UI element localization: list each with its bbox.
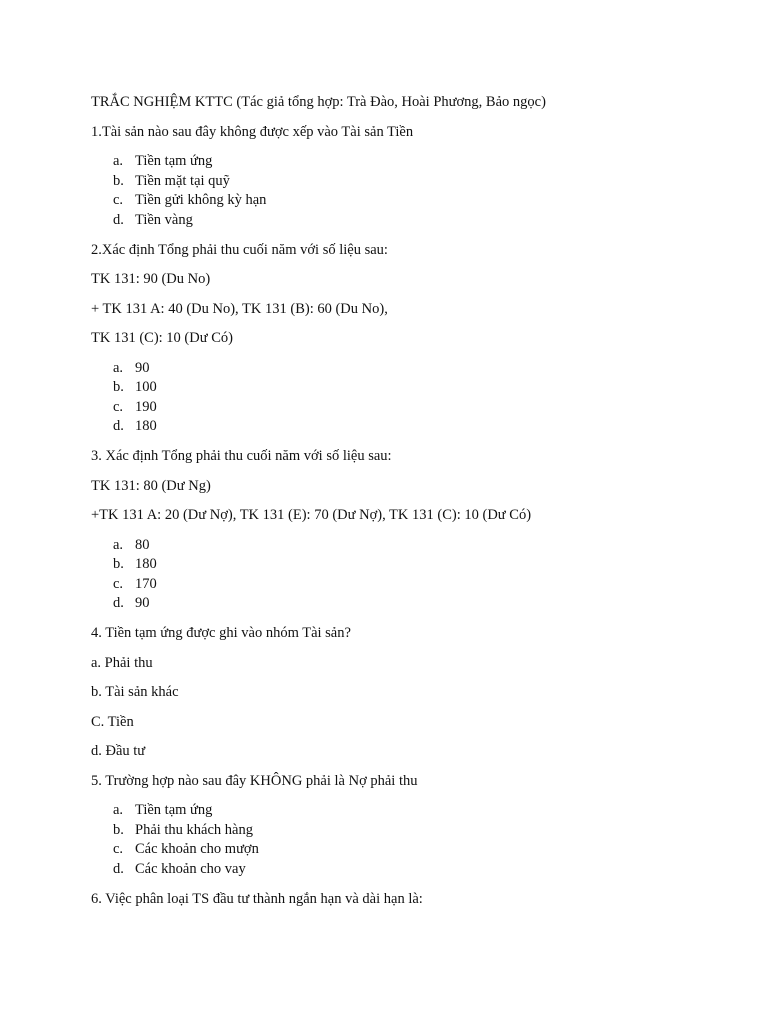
question-2-option-d [91, 417, 731, 437]
option-text: Tiền gửi không kỳ hạn [135, 192, 267, 208]
document-title: TRẮC NGHIỆM KTTC (Tác giả tổng hợp: Trà Đào, Hoài Phương, Bảo ngọc) [91, 94, 546, 110]
question-3-option-c [91, 575, 731, 595]
option-marker: c. [113, 192, 124, 208]
question-3-data-line: +TK 131 A: 20 (Dư Nợ), TK 131 (E): 70 (Dư Nợ), TK 131 (C): 10 (Dư Có) [91, 507, 532, 523]
option-text: Các khoản cho vay [135, 860, 246, 877]
option-marker: a. [113, 153, 124, 169]
question-3-option-b [91, 555, 731, 575]
question-5-option-a [91, 801, 731, 821]
option-marker: c. [113, 841, 124, 857]
question-3-data-line: TK 131: 80 (Dư Ng) [91, 477, 211, 494]
document-body [91, 93, 731, 919]
option-marker: c. [113, 398, 124, 415]
question-5-options [91, 801, 731, 879]
question-2-data-line: TK 131 (C): 10 (Dư Có) [91, 330, 233, 346]
option-marker: d. [113, 211, 124, 228]
question-2-text: 2.Xác định Tổng phải thu cuối năm với số liệu sau: [91, 241, 388, 258]
question-4-answer-c: C. Tiền [91, 713, 134, 730]
option-marker: a. [113, 536, 124, 553]
question-2-option-c [91, 398, 731, 418]
option-marker: d. [113, 418, 124, 434]
option-marker: d. [113, 860, 124, 877]
question-4-answer-b: b. Tài sản khác [91, 684, 179, 700]
question-4-answer-a: a. Phải thu [91, 654, 153, 671]
option-marker: b. [113, 379, 124, 395]
question-1-options [91, 152, 731, 230]
question-2-options [91, 359, 731, 437]
option-text: 80 [135, 536, 150, 553]
question-4-answer-d: d. Đầu tư [91, 743, 146, 759]
question-1-option-d [91, 211, 731, 231]
option-text: 170 [135, 575, 157, 592]
question-1-option-b [91, 172, 731, 192]
option-text: 100 [135, 379, 157, 395]
option-text: 90 [135, 359, 150, 376]
question-3-text: 3. Xác định Tổng phải thu cuối năm với số liệu sau: [91, 448, 392, 464]
question-2-option-a [91, 359, 731, 379]
question-5-text: 5. Trường hợp nào sau đây KHÔNG phải là Nợ phải thu [91, 772, 418, 789]
option-text: Tiền tạm ứng [135, 153, 213, 169]
question-2-data-line: TK 131: 90 (Du No) [91, 271, 211, 287]
question-3-option-a [91, 536, 731, 556]
option-marker: a. [113, 802, 124, 818]
question-1-text: 1.Tài sản nào sau đây không được xếp vào Tài sản Tiền [91, 123, 414, 140]
option-marker: a. [113, 359, 124, 376]
question-4-text: 4. Tiền tạm ứng được ghi vào nhóm Tài sản? [91, 625, 351, 641]
option-text: 190 [135, 398, 157, 415]
option-text: 180 [135, 556, 157, 572]
question-2-option-b [91, 378, 731, 398]
option-text: 180 [135, 418, 157, 434]
question-2-data-line: + TK 131 A: 40 (Du No), TK 131 (B): 60 (Du No), [91, 300, 388, 317]
question-3-option-d [91, 594, 731, 614]
option-text: Phải thu khách hàng [135, 821, 253, 838]
option-text: 90 [135, 595, 150, 611]
option-marker: d. [113, 595, 124, 611]
question-6-text: 6. Việc phân loại TS đầu tư thành ngắn hạn và dài hạn là: [91, 890, 423, 907]
question-1-option-a [91, 152, 731, 172]
option-marker: b. [113, 821, 124, 838]
option-marker: c. [113, 575, 124, 592]
option-text: Các khoản cho mượn [135, 841, 259, 857]
option-marker: b. [113, 556, 124, 572]
question-5-option-b [91, 821, 731, 841]
option-marker: b. [113, 172, 124, 189]
question-5-option-d [91, 860, 731, 880]
question-5-option-c [91, 840, 731, 860]
question-1-option-c [91, 191, 731, 211]
option-text: Tiền mặt tại quỹ [135, 172, 230, 189]
option-text: Tiền tạm ứng [135, 802, 213, 818]
option-text: Tiền vàng [135, 211, 193, 228]
question-3-options [91, 536, 731, 614]
